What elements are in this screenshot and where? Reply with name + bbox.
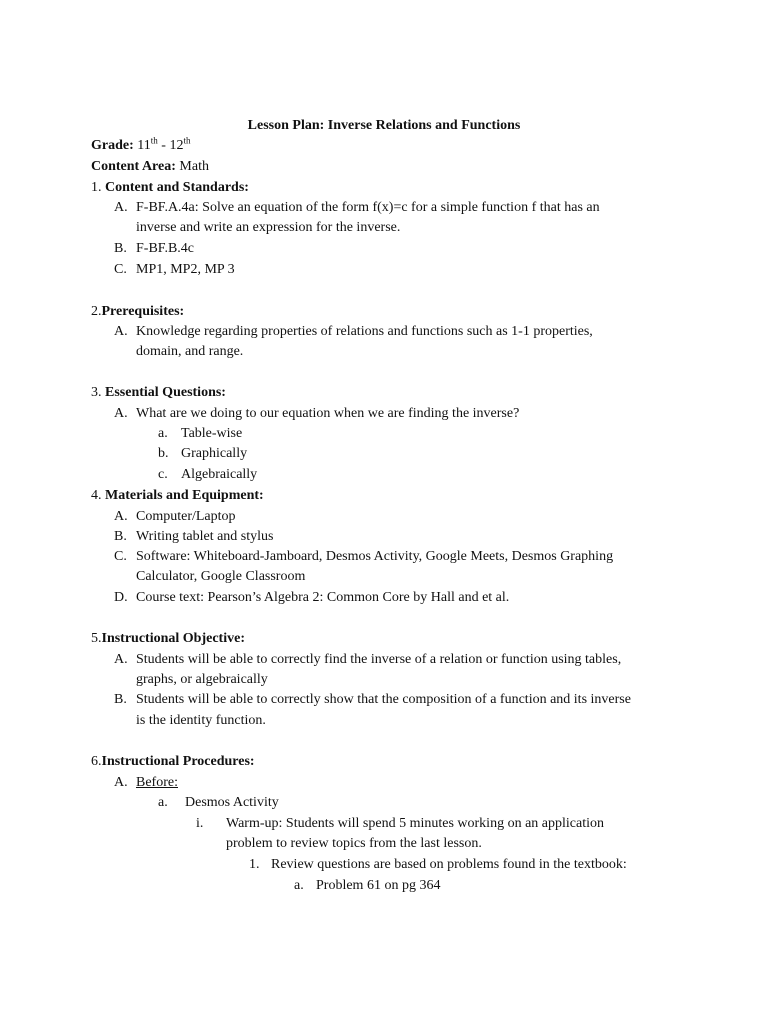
section-title: Essential Questions: [105, 385, 226, 400]
section-2-heading [91, 302, 184, 322]
list-item-text: Students will be able to correctly show that the composition of a function and its inverse [136, 692, 631, 707]
sublist-item-text: Graphically [181, 446, 248, 461]
list-marker: A. [114, 775, 128, 790]
list-marker: A. [114, 509, 128, 524]
list-item-text: graphs, or algebraically [136, 672, 268, 687]
list-marker: A. [114, 406, 128, 421]
section-3-heading [91, 383, 226, 403]
section-number: 3. [91, 385, 102, 400]
sublist-marker: a. [158, 426, 168, 441]
section-number: 5. [91, 631, 102, 646]
section-title: Prerequisites: [101, 304, 185, 319]
section-5-heading [91, 629, 245, 649]
list-item-text: Course text: Pearson’s Algebra 2: Common Core by Hall and et al. [136, 590, 510, 605]
list-marker: D. [114, 590, 128, 605]
list-item-text: MP1, MP2, MP 3 [136, 262, 235, 277]
list-marker: B. [114, 529, 127, 544]
section-1-heading [91, 178, 249, 198]
section-title: Content and Standards: [105, 180, 249, 195]
before-heading: Before: [136, 775, 178, 790]
grade-label: Grade: [91, 138, 134, 153]
warmup-text: problem to review topics from the last lesson. [226, 836, 482, 851]
list-item-text: inverse and write an expression for the inverse. [136, 220, 401, 235]
sublist-marker: c. [158, 467, 168, 482]
list-marker: B. [114, 692, 127, 707]
grade-to: 12 [169, 138, 184, 153]
grade-to-sup: th [183, 135, 191, 146]
section-number: 1. [91, 180, 102, 195]
list-item-text: F-BF.A.4a: Solve an equation of the form f(x)=c for a simple function f that has an [136, 200, 600, 215]
sublist-marker: a. [158, 795, 168, 810]
list-item-text: domain, and range. [136, 344, 244, 359]
list-item-text: Computer/Laptop [136, 509, 236, 524]
section-4-heading [91, 486, 264, 506]
content-area-value: Math [179, 159, 209, 174]
list-item-text: Knowledge regarding properties of relations and functions such as 1-1 properties, [136, 324, 593, 339]
sublist-marker: b. [158, 446, 169, 461]
sublist-marker: a. [294, 878, 304, 893]
list-marker: A. [114, 652, 128, 667]
problem-text: Problem 61 on pg 364 [316, 878, 441, 893]
warmup-text: Warm-up: Students will spend 5 minutes working on an application [226, 816, 604, 831]
roman-marker: i. [196, 816, 204, 831]
grade-sep: - [157, 138, 170, 153]
list-marker: C. [114, 262, 127, 277]
list-marker: C. [114, 549, 127, 564]
numbered-marker: 1. [249, 857, 260, 872]
section-number: 2. [91, 304, 102, 319]
list-item-text: Students will be able to correctly find the inverse of a relation or function using tables, [136, 652, 622, 667]
section-title: Materials and Equipment: [105, 488, 264, 503]
list-item-text: F-BF.B.4c [136, 241, 195, 256]
review-text: Review questions are based on problems found in the textbook: [271, 857, 627, 872]
sublist-item-text: Desmos Activity [185, 795, 279, 810]
list-marker: A. [114, 200, 128, 215]
content-area-line [91, 157, 209, 177]
document-title: Lesson Plan: Inverse Relations and Functions [247, 118, 521, 133]
list-item-text: Calculator, Google Classroom [136, 569, 306, 584]
content-area-label: Content Area: [91, 159, 176, 174]
section-6-heading [91, 752, 255, 772]
section-title: Instructional Procedures: [101, 754, 255, 769]
section-number: 4. [91, 488, 102, 503]
sublist-item-text: Table-wise [181, 426, 243, 441]
grade-from-sup: th [150, 135, 158, 146]
list-item-text: Writing tablet and stylus [136, 529, 274, 544]
list-marker: A. [114, 324, 128, 339]
list-item-text: What are we doing to our equation when we are finding the inverse? [136, 406, 520, 421]
list-item-text: is the identity function. [136, 713, 266, 728]
sublist-item-text: Algebraically [181, 467, 258, 482]
section-number: 6. [91, 754, 102, 769]
grade-line [91, 136, 190, 156]
grade-from: 11 [137, 138, 151, 153]
list-marker: B. [114, 241, 127, 256]
list-item-text: Software: Whiteboard-Jamboard, Desmos Activity, Google Meets, Desmos Graphing [136, 549, 614, 564]
section-title: Instructional Objective: [101, 631, 245, 646]
